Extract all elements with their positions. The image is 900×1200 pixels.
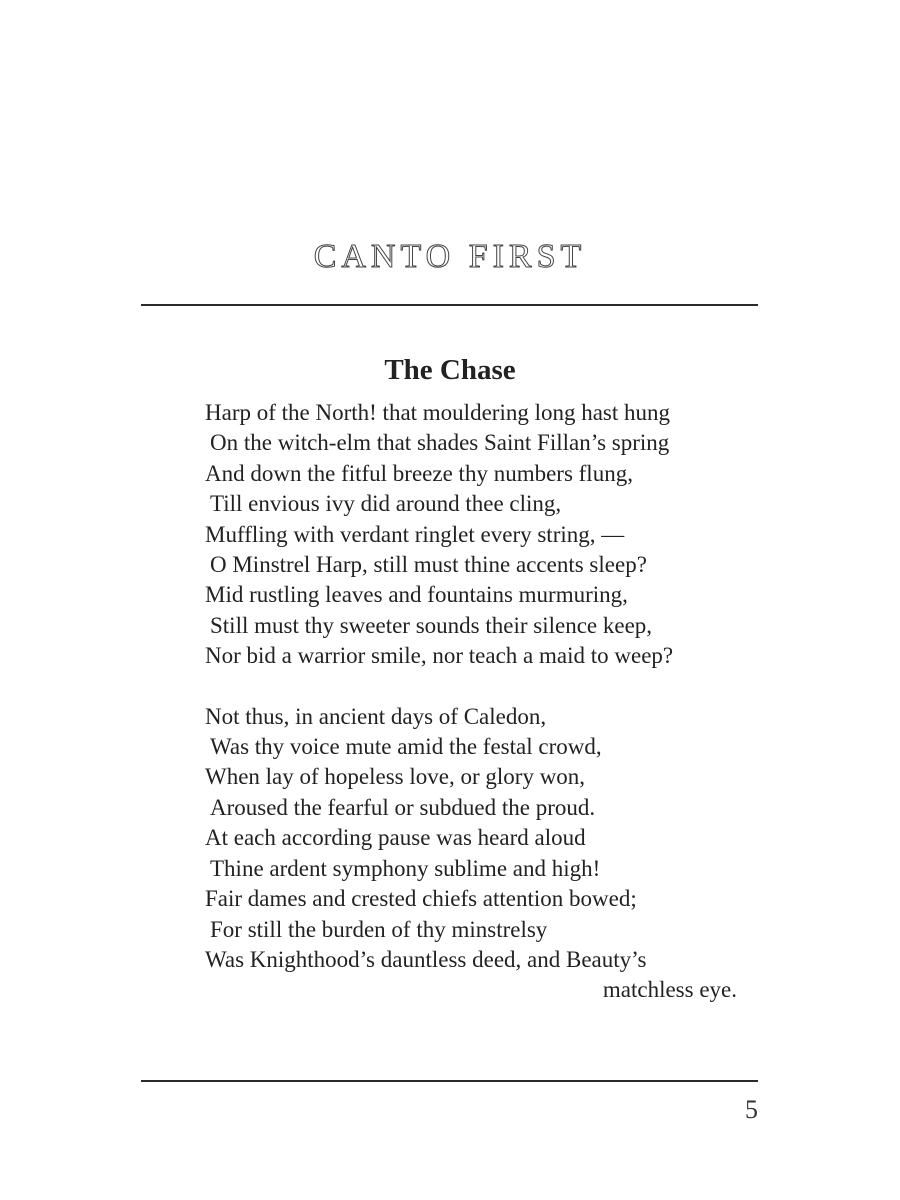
- canto-title: CANTO FIRST: [313, 238, 587, 275]
- verse-line: Thine ardent symphony sublime and high!: [210, 855, 601, 881]
- verse-line: Muffling with verdant ringlet every string, —: [205, 521, 625, 547]
- verse-line: When lay of hopeless love, or glory won,: [205, 764, 586, 790]
- verse-line: Still must thy sweeter sounds their silence keep,: [210, 612, 653, 638]
- verse-line: Was thy voice mute amid the festal crowd,: [210, 734, 602, 760]
- verse-line: On the witch-elm that shades Saint Fillan’s spring: [210, 430, 670, 456]
- verse-line: Was Knighthood’s dauntless deed, and Beauty’s: [205, 946, 647, 972]
- verse-line: Mid rustling leaves and fountains murmuring,: [205, 582, 628, 608]
- verse-line: Not thus, in ancient days of Caledon,: [205, 703, 547, 729]
- verse-line: Nor bid a warrior smile, nor teach a maid to weep?: [205, 643, 674, 669]
- section-title: The Chase: [384, 354, 516, 386]
- verse-line: Aroused the fearful or subdued the proud.: [210, 794, 596, 820]
- poem-body: [205, 398, 765, 1036]
- stanza-1: [205, 398, 765, 672]
- stanza-2: [205, 702, 765, 1006]
- verse-line: And down the fitful breeze thy numbers flung,: [205, 460, 633, 486]
- verse-line: Harp of the North! that mouldering long hast hung: [205, 400, 671, 425]
- page-number: 5: [745, 1095, 758, 1124]
- top-rule: [141, 304, 758, 306]
- verse-line: Fair dames and crested chiefs attention bowed;: [205, 886, 637, 912]
- bottom-rule: [141, 1080, 758, 1082]
- verse-line: O Minstrel Harp, still must thine accents sleep?: [210, 552, 647, 578]
- verse-line-continuation: matchless eye.: [602, 977, 737, 1003]
- verse-line: For still the burden of thy minstrelsy: [210, 916, 548, 942]
- verse-line: At each according pause was heard aloud: [205, 825, 586, 851]
- verse-line: Till envious ivy did around thee cling,: [210, 491, 562, 517]
